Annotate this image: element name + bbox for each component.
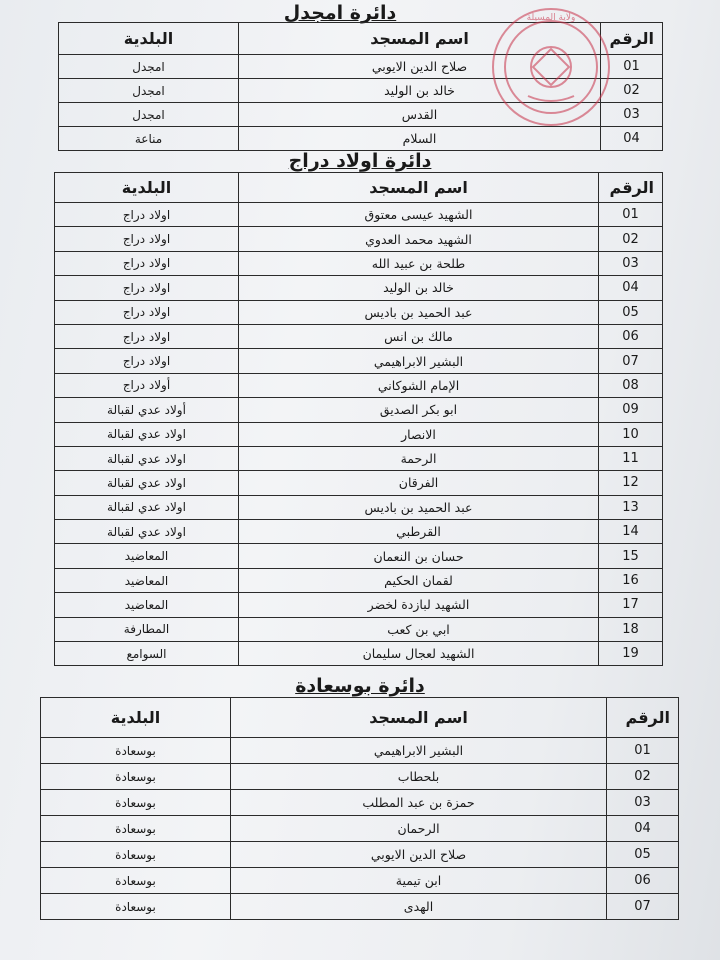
table-header-row bbox=[55, 173, 663, 203]
cell-municipality: اولاد دراج bbox=[55, 300, 239, 324]
table-row bbox=[41, 790, 679, 816]
cell-municipality: اولاد دراج bbox=[55, 324, 239, 348]
cell-mosque-name: ابي بن كعب bbox=[239, 617, 599, 641]
cell-mosque-name: القرطبي bbox=[239, 520, 599, 544]
cell-number: 02 bbox=[599, 227, 663, 251]
table-row bbox=[59, 103, 663, 127]
cell-mosque-name: الانصار bbox=[239, 422, 599, 446]
cell-municipality: أولاد دراج bbox=[55, 373, 239, 397]
table-row bbox=[55, 544, 663, 568]
table-row bbox=[55, 373, 663, 397]
cell-number: 11 bbox=[599, 446, 663, 470]
cell-mosque-name: الفرقان bbox=[239, 471, 599, 495]
cell-municipality: مناعة bbox=[59, 127, 239, 151]
cell-municipality: بوسعادة bbox=[41, 738, 231, 764]
cell-number: 01 bbox=[607, 738, 679, 764]
cell-municipality: امجدل bbox=[59, 79, 239, 103]
table-section-2 bbox=[54, 172, 663, 666]
cell-municipality: امجدل bbox=[59, 55, 239, 79]
cell-mosque-name: الرحمة bbox=[239, 446, 599, 470]
column-header-municipality: البلدية bbox=[55, 173, 239, 203]
cell-municipality: المعاضيد bbox=[55, 544, 239, 568]
cell-municipality: المعاضيد bbox=[55, 568, 239, 592]
cell-mosque-name: حمزة بن عبد المطلب bbox=[231, 790, 607, 816]
cell-municipality: اولاد دراج bbox=[55, 349, 239, 373]
cell-mosque-name: البشير الابراهيمي bbox=[239, 349, 599, 373]
column-header-mosque: اسم المسجد bbox=[239, 173, 599, 203]
cell-mosque-name: ابن تيمية bbox=[231, 868, 607, 894]
table-row bbox=[55, 227, 663, 251]
cell-number: 16 bbox=[599, 568, 663, 592]
cell-municipality: بوسعادة bbox=[41, 790, 231, 816]
cell-mosque-name: طلحة بن عبيد الله bbox=[239, 251, 599, 275]
table-row bbox=[55, 568, 663, 592]
column-header-number: الرقم bbox=[607, 698, 679, 738]
table-section-3 bbox=[40, 697, 679, 920]
table-row bbox=[59, 55, 663, 79]
table-section-1 bbox=[58, 22, 663, 151]
cell-municipality: بوسعادة bbox=[41, 894, 231, 920]
cell-number: 04 bbox=[599, 276, 663, 300]
table-row bbox=[55, 617, 663, 641]
cell-mosque-name: البشير الابراهيمي bbox=[231, 738, 607, 764]
cell-number: 03 bbox=[601, 103, 663, 127]
cell-mosque-name: خالد بن الوليد bbox=[239, 276, 599, 300]
cell-mosque-name: ابو بكر الصديق bbox=[239, 398, 599, 422]
table-row bbox=[41, 738, 679, 764]
cell-mosque-name: لقمان الحكيم bbox=[239, 568, 599, 592]
cell-municipality: اولاد عدي لقبالة bbox=[55, 446, 239, 470]
section-title-2: دائرة اولاد دراج bbox=[288, 150, 432, 172]
table-row bbox=[41, 816, 679, 842]
cell-number: 13 bbox=[599, 495, 663, 519]
cell-municipality: بوسعادة bbox=[41, 764, 231, 790]
table-row bbox=[41, 764, 679, 790]
column-header-mosque: اسم المسجد bbox=[231, 698, 607, 738]
table-row bbox=[59, 127, 663, 151]
cell-mosque-name: الشهيد محمد العدوي bbox=[239, 227, 599, 251]
cell-number: 01 bbox=[599, 203, 663, 227]
section-title-1: دائرة امجدل bbox=[283, 2, 397, 24]
table-row bbox=[59, 79, 663, 103]
table-row bbox=[41, 868, 679, 894]
cell-mosque-name: صلاح الدين الايوبي bbox=[239, 55, 601, 79]
cell-municipality: اولاد عدي لقبالة bbox=[55, 422, 239, 446]
column-header-number: الرقم bbox=[601, 23, 663, 55]
cell-number: 02 bbox=[601, 79, 663, 103]
cell-municipality: بوسعادة bbox=[41, 868, 231, 894]
cell-mosque-name: خالد بن الوليد bbox=[239, 79, 601, 103]
table-header-row bbox=[59, 23, 663, 55]
table-row bbox=[55, 324, 663, 348]
cell-number: 07 bbox=[599, 349, 663, 373]
cell-mosque-name: حسان بن النعمان bbox=[239, 544, 599, 568]
cell-municipality: اولاد عدي لقبالة bbox=[55, 471, 239, 495]
cell-number: 19 bbox=[599, 642, 663, 666]
cell-mosque-name: صلاح الدين الايوبي bbox=[231, 842, 607, 868]
cell-mosque-name: الشهيد لعجال سليمان bbox=[239, 642, 599, 666]
cell-municipality: المعاضيد bbox=[55, 593, 239, 617]
cell-municipality: السوامع bbox=[55, 642, 239, 666]
table-row bbox=[55, 642, 663, 666]
cell-number: 02 bbox=[607, 764, 679, 790]
cell-number: 04 bbox=[607, 816, 679, 842]
cell-municipality: اولاد دراج bbox=[55, 251, 239, 275]
cell-municipality: اولاد دراج bbox=[55, 227, 239, 251]
table-row bbox=[55, 349, 663, 373]
cell-mosque-name: بلحطاب bbox=[231, 764, 607, 790]
table-row bbox=[55, 593, 663, 617]
cell-municipality: امجدل bbox=[59, 103, 239, 127]
cell-municipality: أولاد عدي لقبالة bbox=[55, 398, 239, 422]
cell-number: 14 bbox=[599, 520, 663, 544]
cell-municipality: بوسعادة bbox=[41, 842, 231, 868]
table-header-row bbox=[41, 698, 679, 738]
cell-number: 10 bbox=[599, 422, 663, 446]
cell-mosque-name: الشهيد عيسى معتوق bbox=[239, 203, 599, 227]
cell-mosque-name: السلام bbox=[239, 127, 601, 151]
column-header-municipality: البلدية bbox=[59, 23, 239, 55]
cell-number: 07 bbox=[607, 894, 679, 920]
table-row bbox=[55, 276, 663, 300]
cell-number: 01 bbox=[601, 55, 663, 79]
cell-number: 06 bbox=[599, 324, 663, 348]
cell-number: 18 bbox=[599, 617, 663, 641]
table-row bbox=[55, 471, 663, 495]
column-header-number: الرقم bbox=[599, 173, 663, 203]
cell-municipality: المطارفة bbox=[55, 617, 239, 641]
cell-mosque-name: الهدى bbox=[231, 894, 607, 920]
cell-mosque-name: الشهيد لبازدة لخضر bbox=[239, 593, 599, 617]
cell-number: 05 bbox=[599, 300, 663, 324]
table-row bbox=[55, 422, 663, 446]
table-row bbox=[55, 520, 663, 544]
table-row bbox=[55, 398, 663, 422]
cell-municipality: بوسعادة bbox=[41, 816, 231, 842]
cell-municipality: اولاد عدي لقبالة bbox=[55, 495, 239, 519]
table-row bbox=[55, 300, 663, 324]
cell-number: 06 bbox=[607, 868, 679, 894]
cell-mosque-name: الرحمان bbox=[231, 816, 607, 842]
cell-number: 03 bbox=[599, 251, 663, 275]
cell-mosque-name: عبد الحميد بن باديس bbox=[239, 495, 599, 519]
cell-number: 03 bbox=[607, 790, 679, 816]
cell-number: 04 bbox=[601, 127, 663, 151]
cell-number: 08 bbox=[599, 373, 663, 397]
section-title-3: دائرة بوسعادة bbox=[295, 675, 425, 697]
cell-number: 15 bbox=[599, 544, 663, 568]
cell-number: 09 bbox=[599, 398, 663, 422]
column-header-municipality: البلدية bbox=[41, 698, 231, 738]
table-row bbox=[55, 251, 663, 275]
cell-number: 12 bbox=[599, 471, 663, 495]
table-row bbox=[41, 842, 679, 868]
cell-number: 05 bbox=[607, 842, 679, 868]
table-row bbox=[41, 894, 679, 920]
cell-number: 17 bbox=[599, 593, 663, 617]
table-row bbox=[55, 495, 663, 519]
cell-municipality: اولاد عدي لقبالة bbox=[55, 520, 239, 544]
cell-mosque-name: الإمام الشوكاني bbox=[239, 373, 599, 397]
column-header-mosque: اسم المسجد bbox=[239, 23, 601, 55]
cell-mosque-name: مالك بن انس bbox=[239, 324, 599, 348]
table-row bbox=[55, 446, 663, 470]
cell-mosque-name: القدس bbox=[239, 103, 601, 127]
stamp-text: ولاية المسيلة bbox=[526, 13, 576, 23]
cell-municipality: اولاد دراج bbox=[55, 203, 239, 227]
cell-municipality: اولاد دراج bbox=[55, 276, 239, 300]
cell-mosque-name: عبد الحميد بن باديس bbox=[239, 300, 599, 324]
table-row bbox=[55, 203, 663, 227]
